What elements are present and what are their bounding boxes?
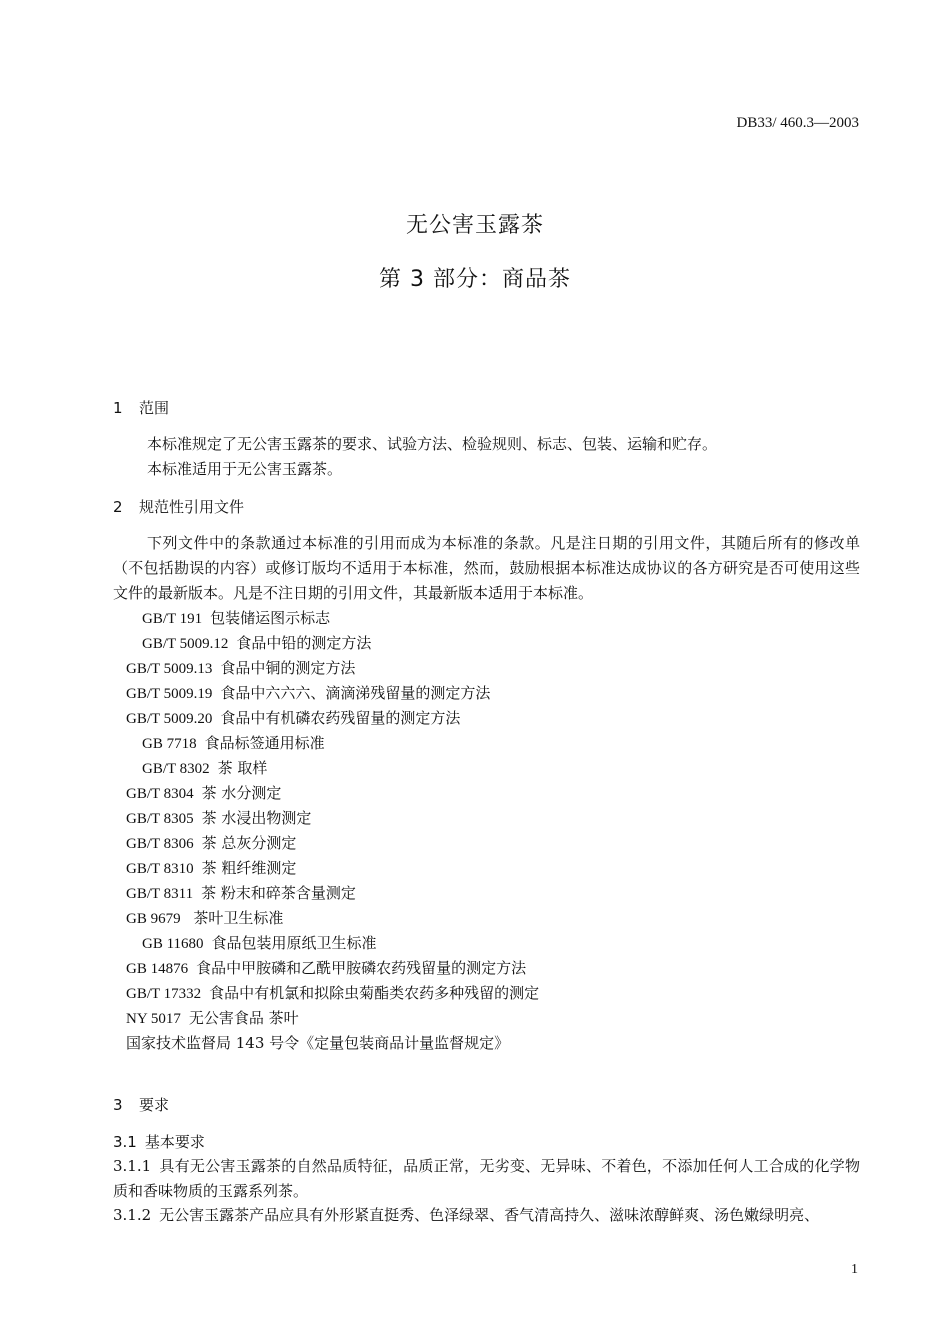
section-number: 3: [113, 1096, 123, 1114]
reference-item: GB/T 8306 茶 总灰分测定: [126, 834, 297, 852]
section-3-heading: [113, 1094, 169, 1115]
clause-text: 无公害玉露茶产品应具有外形紧直挺秀、色泽绿翠、香气清高持久、滋味浓醇鲜爽、汤色嫩绿明亮、: [159, 1206, 820, 1224]
section-2-intro: 下列文件中的条款通过本标准的引用而成为本标准的条款。凡是注日期的引用文件，其随后所有的修改单（不包括勘误的内容）或修订版均不适用于本标准，然而，鼓励根据本标准达成协议的各方研究是否可使用这些文件的最新版本。凡是不注日期的引用文件，其最新版本适用于本标准。: [113, 534, 860, 602]
reference-item: GB/T 5009.19 食品中六六六、滴滴涕残留量的测定方法: [126, 684, 491, 702]
reference-item: GB 9679 茶叶卫生标准: [126, 909, 284, 927]
reference-item: NY 5017 无公害食品 茶叶: [126, 1009, 299, 1027]
section-title: 规范性引用文件: [139, 498, 245, 516]
clause-text: 具有无公害玉露茶的自然品质特征，品质正常，无劣变、无异味、不着色，不添加任何人工合成的化学物质和香味物质的玉露系列茶。: [113, 1157, 860, 1200]
section-1-paragraph: 本标准适用于无公害玉露茶。: [147, 460, 343, 478]
section-title: 要求: [139, 1096, 170, 1114]
reference-item: 国家技术监督局 143 号令《定量包装商品计量监督规定》: [126, 1034, 510, 1052]
section-number: 2: [113, 498, 123, 516]
reference-item: GB/T 8304 茶 水分测定: [126, 784, 282, 802]
reference-item: GB/T 5009.20 食品中有机磷农药残留量的测定方法: [126, 709, 461, 727]
standard-code: DB33/ 460.3—2003: [736, 115, 859, 131]
reference-item: GB/T 5009.12 食品中铅的测定方法: [142, 634, 372, 652]
document-subtitle: 第 3 部分：商品茶: [379, 267, 571, 292]
reference-item: GB/T 5009.13 食品中铜的测定方法: [126, 659, 356, 677]
section-1-heading: [113, 397, 169, 418]
reference-item: GB/T 8311 茶 粉末和碎茶含量测定: [126, 884, 356, 902]
reference-item: GB/T 191 包装储运图示标志: [142, 609, 331, 627]
clause-number: 3.1.1: [113, 1157, 152, 1175]
section-2-heading: [113, 496, 244, 517]
reference-item: GB 11680 食品包装用原纸卫生标准: [142, 934, 377, 952]
reference-item: GB/T 17332 食品中有机氯和拟除虫菊酯类农药多种残留的测定: [126, 984, 540, 1002]
section-title: 范围: [139, 399, 170, 417]
reference-item: GB 14876 食品中甲胺磷和乙酰甲胺磷农药残留量的测定方法: [126, 959, 527, 977]
section-number: 1: [113, 399, 123, 417]
page-number: 1: [851, 1262, 858, 1277]
subsection-number: 3.1: [113, 1133, 137, 1151]
subsection-title: 基本要求: [144, 1133, 205, 1151]
subsection-3-1-heading: [113, 1131, 205, 1152]
document-title: 无公害玉露茶: [405, 213, 544, 238]
clause-3-1-2: [113, 1204, 819, 1225]
clause-number: 3.1.2: [113, 1206, 152, 1224]
reference-item: GB/T 8302 茶 取样: [142, 759, 268, 777]
section-1-paragraph: 本标准规定了无公害玉露茶的要求、试验方法、检验规则、标志、包装、运输和贮存。: [147, 435, 718, 453]
reference-item: GB 7718 食品标签通用标准: [142, 734, 325, 752]
reference-item: GB/T 8310 茶 粗纤维测定: [126, 859, 297, 877]
reference-item: GB/T 8305 茶 水浸出物测定: [126, 809, 312, 827]
clause-3-1-1: [113, 1154, 860, 1204]
